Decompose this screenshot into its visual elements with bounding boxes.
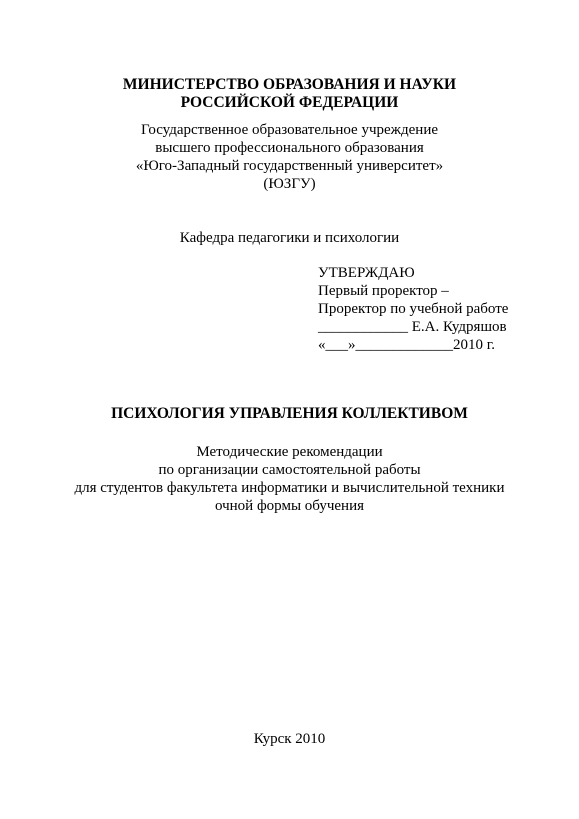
approval-signature-line: ____________ Е.А. Кудряшов [318, 319, 507, 335]
ministry-line-2: РОССИЙСКОЙ ФЕДЕРАЦИИ [180, 94, 399, 111]
subtitle-line-1: Методические рекомендации [196, 444, 383, 460]
approval-date-line: «___»_____________2010 г. [318, 337, 495, 353]
institution-line-3: «Юго-Западный государственный университет» [135, 158, 444, 174]
approval-position-2: Проректор по учебной работе [318, 301, 509, 317]
department-name: Кафедра педагогики и психологии [179, 230, 400, 246]
institution-abbr: (ЮЗГУ) [263, 176, 316, 192]
ministry-line-1: МИНИСТЕРСТВО ОБРАЗОВАНИЯ И НАУКИ [122, 76, 457, 93]
subtitle-line-3: для студентов факультета информатики и вычислительной техники [74, 480, 505, 496]
institution-line-1: Государственное образовательное учреждение [140, 122, 439, 138]
document-title: ПСИХОЛОГИЯ УПРАВЛЕНИЯ КОЛЛЕКТИВОМ [111, 405, 468, 422]
approval-heading: УТВЕРЖДАЮ [318, 265, 415, 281]
approval-position-1: Первый проректор – [318, 283, 449, 299]
city-year: Курск 2010 [253, 731, 326, 747]
subtitle-line-2: по организации самостоятельной работы [158, 462, 421, 478]
institution-line-2: высшего профессионального образования [155, 140, 424, 156]
subtitle-line-4: очной формы обучения [215, 498, 364, 514]
